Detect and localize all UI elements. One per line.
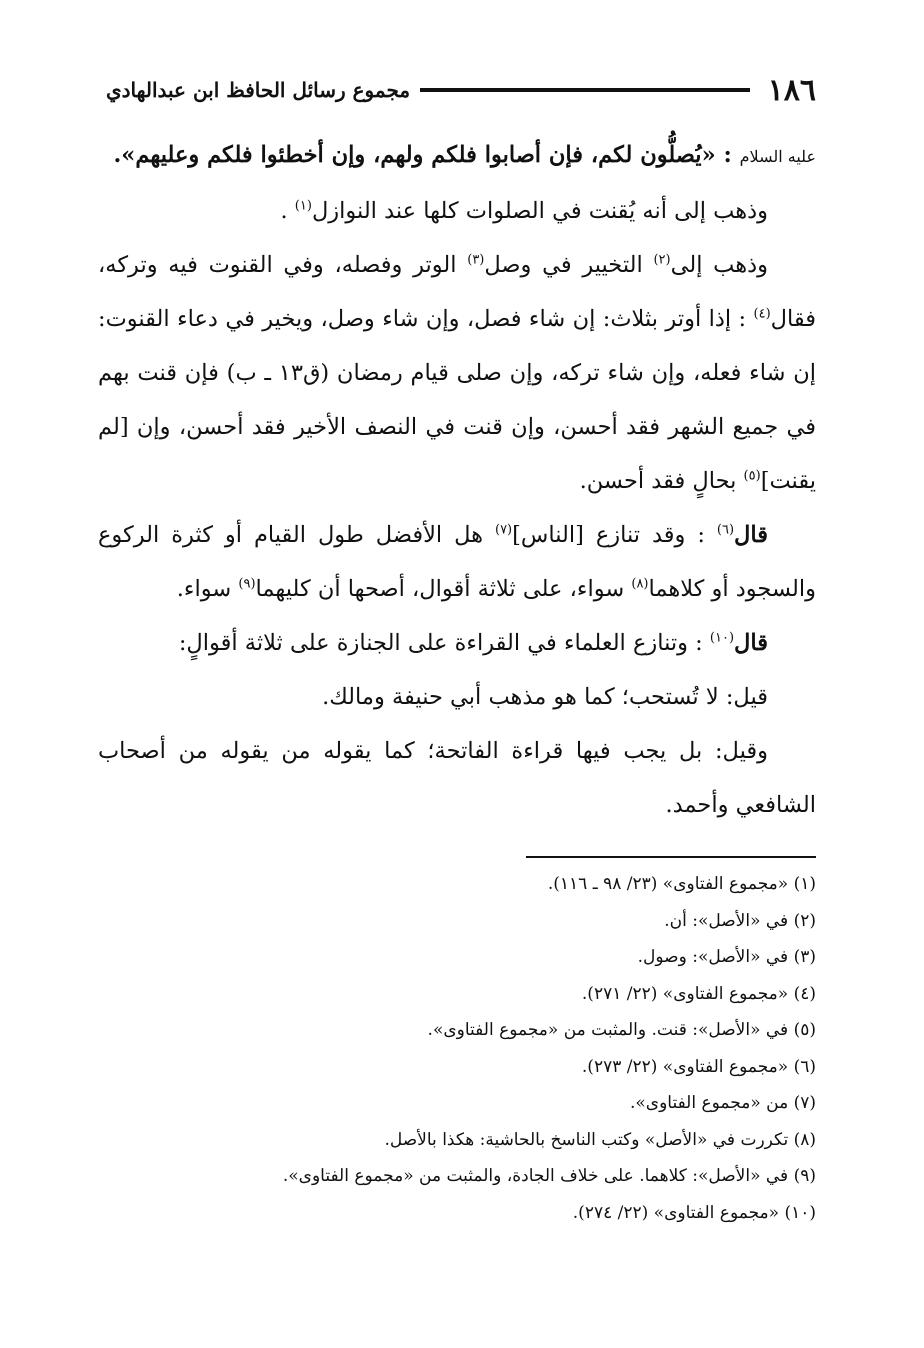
paragraph-5-lead: قال	[734, 630, 768, 656]
footnote-5: (٥) في «الأصل»: قنت. والمثبت من «مجموع الفتاوى».	[427, 1020, 816, 1040]
paragraph-5	[98, 616, 816, 670]
footnote-ref-1: (١)	[294, 198, 312, 214]
paragraph-4	[98, 508, 816, 616]
footnote-ref-7: (٧)	[494, 522, 513, 538]
footnote-ref-3: (٣)	[467, 252, 485, 268]
footnote-1: (١) «مجموع الفتاوى» (٢٣/ ٩٨ ـ ١١٦).	[547, 874, 816, 894]
paragraph-3-part-c: الوتر وفصله، وفي القنوت فيه وتركه، فقال	[98, 252, 816, 332]
page-header	[106, 70, 816, 110]
footnote-10: (١٠) «مجموع الفتاوى» (٢٢/ ٢٧٤).	[572, 1202, 816, 1223]
footnote-ref-2: (٢)	[653, 252, 671, 268]
hadith-quote: : «يُصلُّون لكم، فإن أصابوا فلكم ولهم، وإن أخطئوا فلكم وعليهم».	[113, 142, 740, 168]
paragraph-6	[98, 670, 816, 724]
footnote-6: (٦) «مجموع الفتاوى» (٢٢/ ٢٧٣).	[581, 1056, 816, 1077]
honorific-glyph: عليه السلام	[739, 147, 816, 166]
main-text	[98, 128, 816, 832]
paragraph-2-tail: .	[280, 198, 295, 224]
paragraph-2	[98, 184, 816, 238]
footnote-separator	[526, 856, 816, 858]
header-rule	[420, 88, 750, 92]
paragraph-3-part-b: التخيير في وصل	[484, 252, 654, 278]
paragraph-3-part-d: : إذا أوتر بثلاث: إن شاء فصل، وإن شاء وصل، ويخير في دعاء القنوت: إن شاء فعله، وإن شاء تركه، وإن صلى قيام رمضان (ق١٣ ـ ب) فإن قنت بهم في جميع الشهر فقد أحسن، وإن قنت في النصف الأخير فقد أحسن، وإن [لم يقنت]	[98, 306, 816, 494]
paragraph-4-part-c: سواء، على ثلاثة أقوال، أصحها أن كليهما	[255, 576, 632, 602]
footnote-ref-5: (٥)	[743, 468, 761, 484]
paragraph-3-part-e: بحالٍ فقد أحسن.	[579, 468, 744, 494]
footnote-9: (٩) في «الأصل»: كلاهما. على خلاف الجادة، والمثبت من «مجموع الفتاوى».	[282, 1166, 816, 1186]
paragraph-2-text: وذهب إلى أنه يُقنت في الصلوات كلها عند النوازل	[311, 198, 768, 224]
paragraph-4-part-d: سواء.	[176, 576, 239, 602]
paragraph-7	[98, 724, 816, 832]
footnote-ref-8: (٨)	[631, 576, 649, 592]
paragraph-7-text: وقيل: بل يجب فيها قراءة الفاتحة؛ كما يقوله من يقوله من أصحاب الشافعي وأحمد.	[98, 738, 816, 818]
footnote-ref-6: (٦)	[716, 522, 735, 538]
footnotes	[98, 866, 816, 1231]
paragraph-1	[98, 128, 816, 184]
footnote-4: (٤) «مجموع الفتاوى» (٢٢/ ٢٧١).	[581, 983, 816, 1004]
paragraph-4-lead: قال	[734, 522, 769, 548]
footnote-ref-9: (٩)	[238, 576, 256, 592]
footnote-8: (٨) تكررت في «الأصل» وكتب الناسخ بالحاشية: هكذا بالأصل.	[384, 1129, 816, 1150]
footnote-ref-4: (٤)	[753, 306, 771, 322]
paragraph-3	[98, 238, 816, 508]
page-number: ١٨٦	[767, 72, 816, 108]
footnote-2: (٢) في «الأصل»: أن.	[664, 910, 816, 931]
footnote-7: (٧) من «مجموع الفتاوى».	[629, 1093, 816, 1113]
footnote-3: (٣) في «الأصل»: وصول.	[637, 947, 816, 967]
paragraph-4-part-a: : وقد تنازع [الناس]	[512, 522, 717, 548]
footnote-ref-10: (١٠)	[709, 630, 735, 646]
paragraph-4-part-b: هل الأفضل طول القيام أو كثرة الركوع والسجود أو كلاهما	[98, 522, 816, 602]
paragraph-5-text: : وتنازع العلماء في القراءة على الجنازة على ثلاثة أقوالٍ:	[178, 630, 710, 656]
paragraph-3-part-a: وذهب إلى	[670, 252, 769, 278]
running-title: مجموع رسائل الحافظ ابن عبدالهادي	[106, 78, 411, 102]
paragraph-6-text: قيل: لا تُستحب؛ كما هو مذهب أبي حنيفة ومالك.	[322, 684, 768, 710]
